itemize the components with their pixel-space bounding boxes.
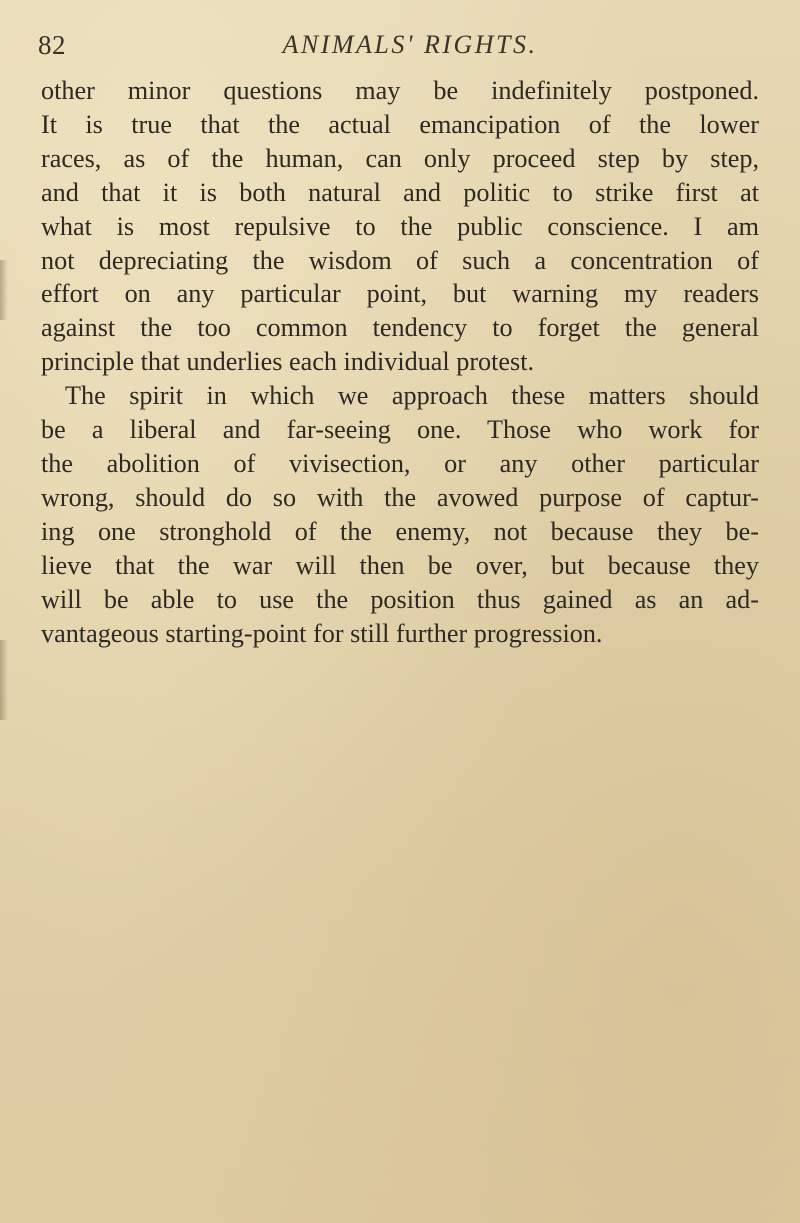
text-line: not depreciating the wisdom of such a concentration of [41,245,759,275]
page-edge-shadow [0,260,8,320]
text-line: what is most repulsive to the public conscience. I am [41,211,759,241]
text-line: against the too common tendency to forget the general [41,313,759,343]
text-line: other minor questions may be indefinitely postponed. [41,76,759,105]
text-line: races, as of the human, can only proceed step by step, [41,143,759,173]
text-line: lieve that the war will then be over, but because they [41,550,759,580]
paragraph [41,74,759,379]
text-line: will be able to use the position thus gained as an ad- [41,584,759,614]
text-line: vantageous starting-point for still further progression. [41,618,603,648]
running-title: ANIMALS' RIGHTS. [282,30,538,59]
text-line: the abolition of vivisection, or any other particular [41,448,759,478]
page-edge-shadow [0,640,8,720]
text-line: effort on any particular point, but warning my readers [41,279,759,309]
page-number: 82 [38,30,66,60]
paragraph [41,379,759,650]
text-line: It is true that the actual emancipation of the lower [41,109,759,139]
text-line: principle that underlies each individual protest. [41,347,535,377]
text-line: ing one stronghold of the enemy, not because they be- [41,516,759,546]
text-line: wrong, should do so with the avowed purpose of captur- [41,482,759,512]
text-line: and that it is both natural and politic to strike first at [41,177,759,207]
running-head [38,30,762,70]
text-line: be a liberal and far-seeing one. Those who work for [41,415,759,445]
body-text [41,74,759,650]
text-line: The spirit in which we approach these matters should [65,381,759,411]
